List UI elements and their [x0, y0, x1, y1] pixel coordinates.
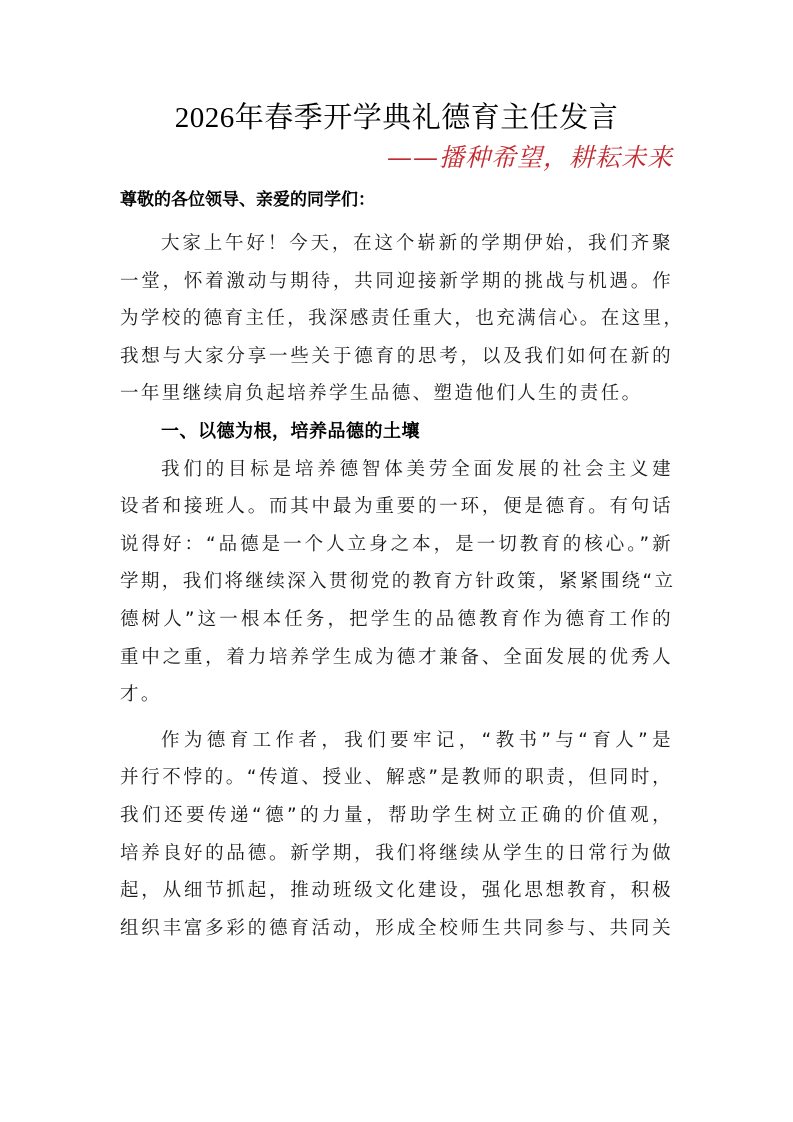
speech-body: [120, 225, 685, 947]
paragraph-line: 并行不悖的。“传道、授业、解惑”是教师的职责，但同时，: [120, 767, 673, 789]
paragraph-line: 我想与大家分享一些关于德育的思考，以及我们如何在新的: [120, 345, 673, 367]
paragraph-line: 为学校的德育主任，我深感责任重大，也充满信心。在这里，: [120, 308, 685, 330]
paragraph-gap: [120, 714, 673, 722]
paragraph-line: 一堂，怀着激动与期待，共同迎接新学期的挑战与机遇。作: [120, 270, 673, 292]
salutation: 尊敬的各位领导、亲爱的同学们：: [120, 190, 375, 210]
section-heading: 一、以德为根，培养品德的土壤: [161, 420, 420, 442]
paragraph-line: 作为德育工作者，我们要牢记，“教书”与“育人”是: [161, 729, 673, 751]
paragraph-line: 学期，我们将继续深入贯彻党的教育方针政策，紧紧围绕“立: [120, 571, 676, 593]
paragraph-line: 说得好：“品德是一个人立身之本，是一切教育的核心。”新: [120, 533, 673, 555]
document-title: 2026年春季开学典礼德育主任发言: [174, 102, 619, 134]
paragraph-line: 重中之重，着力培养学生成为德才兼备、全面发展的优秀人: [120, 646, 673, 668]
paragraph-line: 培养良好的品德。新学期，我们将继续从学生的日常行为做: [120, 842, 673, 864]
document-subtitle: ——播种希望，耕耘未来: [386, 143, 673, 172]
paragraph-line: 我们的目标是培养德智体美劳全面发展的社会主义建: [161, 458, 673, 480]
paragraph-line: 一年里继续肩负起培养学生品德、塑造他们人生的责任。: [120, 383, 643, 405]
paragraph-line: 我们还要传递“德”的力量，帮助学生树立正确的价值观，: [120, 804, 673, 826]
paragraph-line: 起，从细节抓起，推动班级文化建设，强化思想教育，积极: [120, 880, 673, 902]
paragraph-line: 才。: [120, 684, 162, 706]
paragraph-line: 德树人”这一根本任务，把学生的品德教育作为德育工作的: [120, 608, 673, 630]
paragraph-line: 组织丰富多彩的德育活动，形成全校师生共同参与、共同关: [120, 917, 673, 939]
paragraph-line: 设者和接班人。而其中最为重要的一环，便是德育。有句话: [120, 496, 673, 518]
paragraph-line: 大家上午好！今天，在这个崭新的学期伊始，我们齐聚: [161, 233, 673, 254]
